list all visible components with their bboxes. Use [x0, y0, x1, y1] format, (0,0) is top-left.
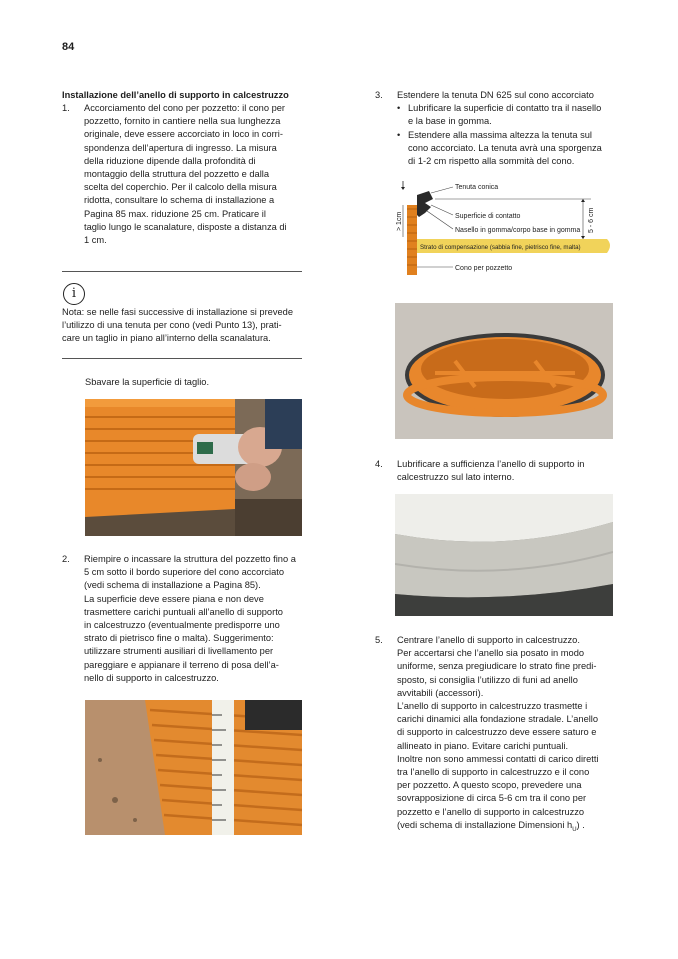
text-line: care un taglio in piano all’interno della scanalatura. [62, 333, 271, 344]
text-line: allineato in piano. Evitare carichi puntuali. [397, 740, 569, 751]
photo-seal-ring [395, 303, 613, 439]
text-line: La superficie deve essere piana e non deve [84, 593, 264, 604]
bullet-item [397, 129, 625, 169]
text-line: uniforme, senza pregiudicare lo strato fine predi- [397, 661, 597, 672]
text-line: trasmettere carichi puntuali all’anello di supporto [84, 606, 283, 617]
dim-left: > 1cm [396, 211, 403, 231]
label-seal: Tenuta conica [455, 184, 499, 191]
text-line: pozzetto e l’anello di supporto in calcestruzzo [397, 806, 585, 817]
text-line: Pagina 85 max. riduzione 25 cm. Praticare il [84, 208, 266, 219]
text-line: scelta del coperchio. Per il calcolo della misura [84, 182, 277, 193]
photo-measuring [85, 700, 302, 835]
seal-diagram [395, 177, 617, 275]
text-line: Lubrificare a sufficienza l’anello di supporto in [397, 459, 585, 469]
text-line: L’anello di supporto in calcestruzzo trasmette i [397, 701, 588, 712]
label-layer: Strato di compensazione (sabbia fine, pietrisco fine, malta) [420, 244, 581, 251]
deburr-instruction: Sbavare la superficie di taglio. [85, 377, 210, 387]
text-line: • Lubrificare la superficie di contatto tra il nasello [408, 103, 602, 114]
text-line: • Estendere alla massima altezza la tenuta sul [408, 129, 592, 140]
label-nose: Nasello in gomma/corpo base in gomma [455, 227, 581, 234]
text-line: strato di pietrisco fine o malta). Suggerimento: [84, 633, 274, 644]
text-line: della riduzione dipende dalla profondità di [84, 155, 256, 166]
text-line: (vedi schema di installazione a Pagina 85). [84, 580, 261, 591]
step-1-text [84, 102, 312, 247]
text-line [397, 819, 625, 837]
text-line: utilizzare strumenti ausiliari di livellamento per [84, 646, 274, 657]
step-3-text [397, 89, 625, 168]
step-1 [62, 102, 312, 247]
text-line: e la base in gomma. [408, 116, 492, 127]
text-line: calcestruzzo sul lato interno. [397, 472, 515, 483]
text-fragment: (vedi schema di installazione Dimensioni h [397, 819, 573, 830]
text-line: sposto, si consiglia l’utilizzo di funi ad anello [397, 674, 578, 685]
step-number: 1. [62, 103, 70, 113]
text-line: di supporto in calcestruzzo deve essere saturo e [397, 727, 597, 738]
text-line: Nota: se nelle fasi successive di installazione si prevede [62, 307, 293, 317]
label-cone: Cono per pozzetto [455, 265, 513, 272]
text-line: nello di supporto in calcestruzzo. [84, 672, 219, 683]
label-contact: Superficie di contatto [455, 213, 521, 220]
text-line: montaggio della struttura del pozzetto e dalla [84, 169, 270, 180]
text-line: Inoltre non sono ammessi contatti di carico diretti [397, 753, 599, 764]
step-4-text [397, 458, 625, 484]
page-number: 84 [62, 41, 75, 53]
text-line: spondenza dell’apertura di ingresso. La misura [84, 142, 277, 153]
divider [62, 358, 302, 359]
text-line: in calcestruzzo (eventualmente predisporre uno [84, 620, 280, 631]
dim-right: 5 - 6 cm [588, 207, 595, 233]
text-line: sovrapposizione di circa 5-6 cm tra il cono per [397, 793, 587, 804]
text-line: originale, deve essere accorciato in loco in corri- [84, 129, 283, 140]
step-2 [62, 553, 312, 685]
step-number: 4. [375, 459, 383, 469]
text-line: Centrare l’anello di supporto in calcestruzzo. [397, 635, 580, 645]
text-line: Riempire o incassare la struttura del pozzetto fino a [84, 554, 296, 564]
info-icon: i [63, 283, 85, 305]
text-line: l’utilizzo di una tenuta per cono (vedi Punto 13), prati- [62, 320, 282, 331]
text-line: tra l’anello di supporto in calcestruzzo e il cono [397, 767, 590, 778]
text-line: pareggiare e appianare il terreno di posa dell’a- [84, 659, 279, 670]
text-line: 5 cm sotto il bordo superiore del cono accorciato [84, 567, 284, 578]
text-line: per pozzetto. A questo scopo, prevedere una [397, 780, 582, 791]
step-number: 2. [62, 554, 70, 564]
bullet-item [397, 102, 625, 128]
seal-shape [417, 191, 433, 217]
photo-cutting [85, 399, 302, 536]
divider [62, 271, 302, 272]
text-fragment: ) . [576, 819, 585, 830]
text-line: Accorciamento del cono per pozzetto: il cono per [84, 103, 286, 113]
step-5-text [397, 634, 625, 837]
text-line: Per accertarsi che l’anello sia posato in modo [397, 648, 585, 659]
step-3-title: Estendere la tenuta DN 625 sul cono accorciato [397, 90, 594, 100]
step-2-text [84, 553, 312, 685]
text-line: ridotta, consultare lo schema di installazione a [84, 195, 275, 206]
text-line: 1 cm. [84, 235, 107, 246]
photo-concrete-ring [395, 494, 613, 616]
text-line: avvitabili (accessori). [397, 687, 484, 698]
step-5 [375, 634, 625, 837]
note-text [62, 306, 307, 346]
text-line: di 1-2 cm rispetto alla sommità del cono. [408, 156, 575, 167]
text-line: carichi dinamici alla fondazione stradale. L’anello [397, 714, 599, 725]
step-number: 3. [375, 90, 383, 100]
step-4 [375, 458, 625, 484]
section-heading: Installazione dell’anello di supporto in calcestruzzo [62, 90, 289, 100]
step-3 [375, 89, 625, 168]
subscript: U [572, 826, 577, 833]
text-line: taglio lungo le scanalature, disposte a distanza di [84, 221, 287, 232]
text-line: pozzetto, fornito in cantiere nella sua lunghezza [84, 116, 281, 127]
step-number: 5. [375, 635, 383, 645]
text-line: cono accorciato. La tenuta avrà una sporgenza [408, 142, 602, 153]
